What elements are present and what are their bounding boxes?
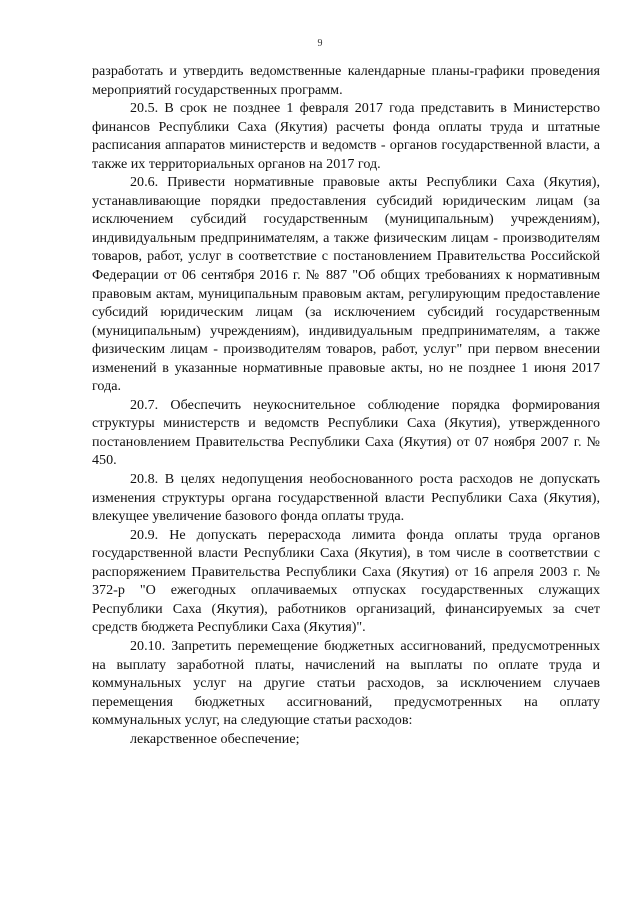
page-number: 9: [317, 38, 323, 49]
paragraph: 20.5. В срок не позднее 1 февраля 2017 года представить в Министерство финансов Республики Саха (Якутия) расчеты фонда оплаты труда и штатные расписания аппаратов министерств и ведомств - органов государственной власти, а также их территориальных органов на 2017 год.: [92, 100, 600, 172]
paragraph: 20.9. Не допускать перерасхода лимита фонда оплаты труда органов государственной власти Республики Саха (Якутия), в том числе в соответствии с распоряжением Правительства Республики Саха (Якутия) от 16 апреля 2003 г. № 372-р "О ежегодных оплачиваемых отпусках государственных служащих Республики Саха (Якутия), работников организаций, финансируемых за счет средств бюджета Республики Саха (Якутия)".: [92, 526, 600, 636]
paragraph: лекарственное обеспечение;: [130, 730, 300, 747]
paragraph: разработать и утвердить ведомственные календарные планы-графики проведения мероприятий государственных программ.: [92, 63, 600, 98]
paragraph: 20.6. Привести нормативные правовые акты Республики Саха (Якутия), устанавливающие порядки предоставления субсидий юридическим лицам (за исключением субсидий государственным (муниципальным) учреждениям), индивидуальным предпринимателям, а также физическим лицам - производителям товаров, работ, услуг в соответствие с постановлением Правительства Российской Федерации от 06 сентября 2016 г. № 887 "Об общих требованиях к нормативным правовым актам, муниципальным правовым актам, регулирующим предоставление субсидий юридическим лицам (за исключением субсидий государственным (муниципальным) учреждениям), индивидуальным предпринимателям, а также физическим лицам - производителям товаров, работ, услуг" при первом внесении изменений в указанные нормативные правовые акты, но не позднее 1 июня 2017 года.: [92, 174, 600, 395]
paragraph: 20.8. В целях недопущения необоснованного роста расходов не допускать изменения структуры органа государственной власти Республики Саха (Якутия), влекущее увеличение базового фонда оплаты труда.: [92, 471, 600, 525]
document-body: [92, 62, 600, 748]
paragraph: 20.10. Запретить перемещение бюджетных ассигнований, предусмотренных на выплату заработной платы, начислений на выплаты по оплате труда и коммунальных услуг на другие статьи расходов, за исключением случаев перемещения бюджетных ассигнований, предусмотренных на оплату коммунальных услуг, на следующие статьи расходов:: [92, 637, 600, 729]
paragraph: 20.7. Обеспечить неукоснительное соблюдение порядка формирования структуры министерств и ведомств Республики Саха (Якутия), утвержденного постановлением Правительства Республики Саха (Якутия) от 07 ноября 2007 г. № 450.: [92, 396, 600, 469]
